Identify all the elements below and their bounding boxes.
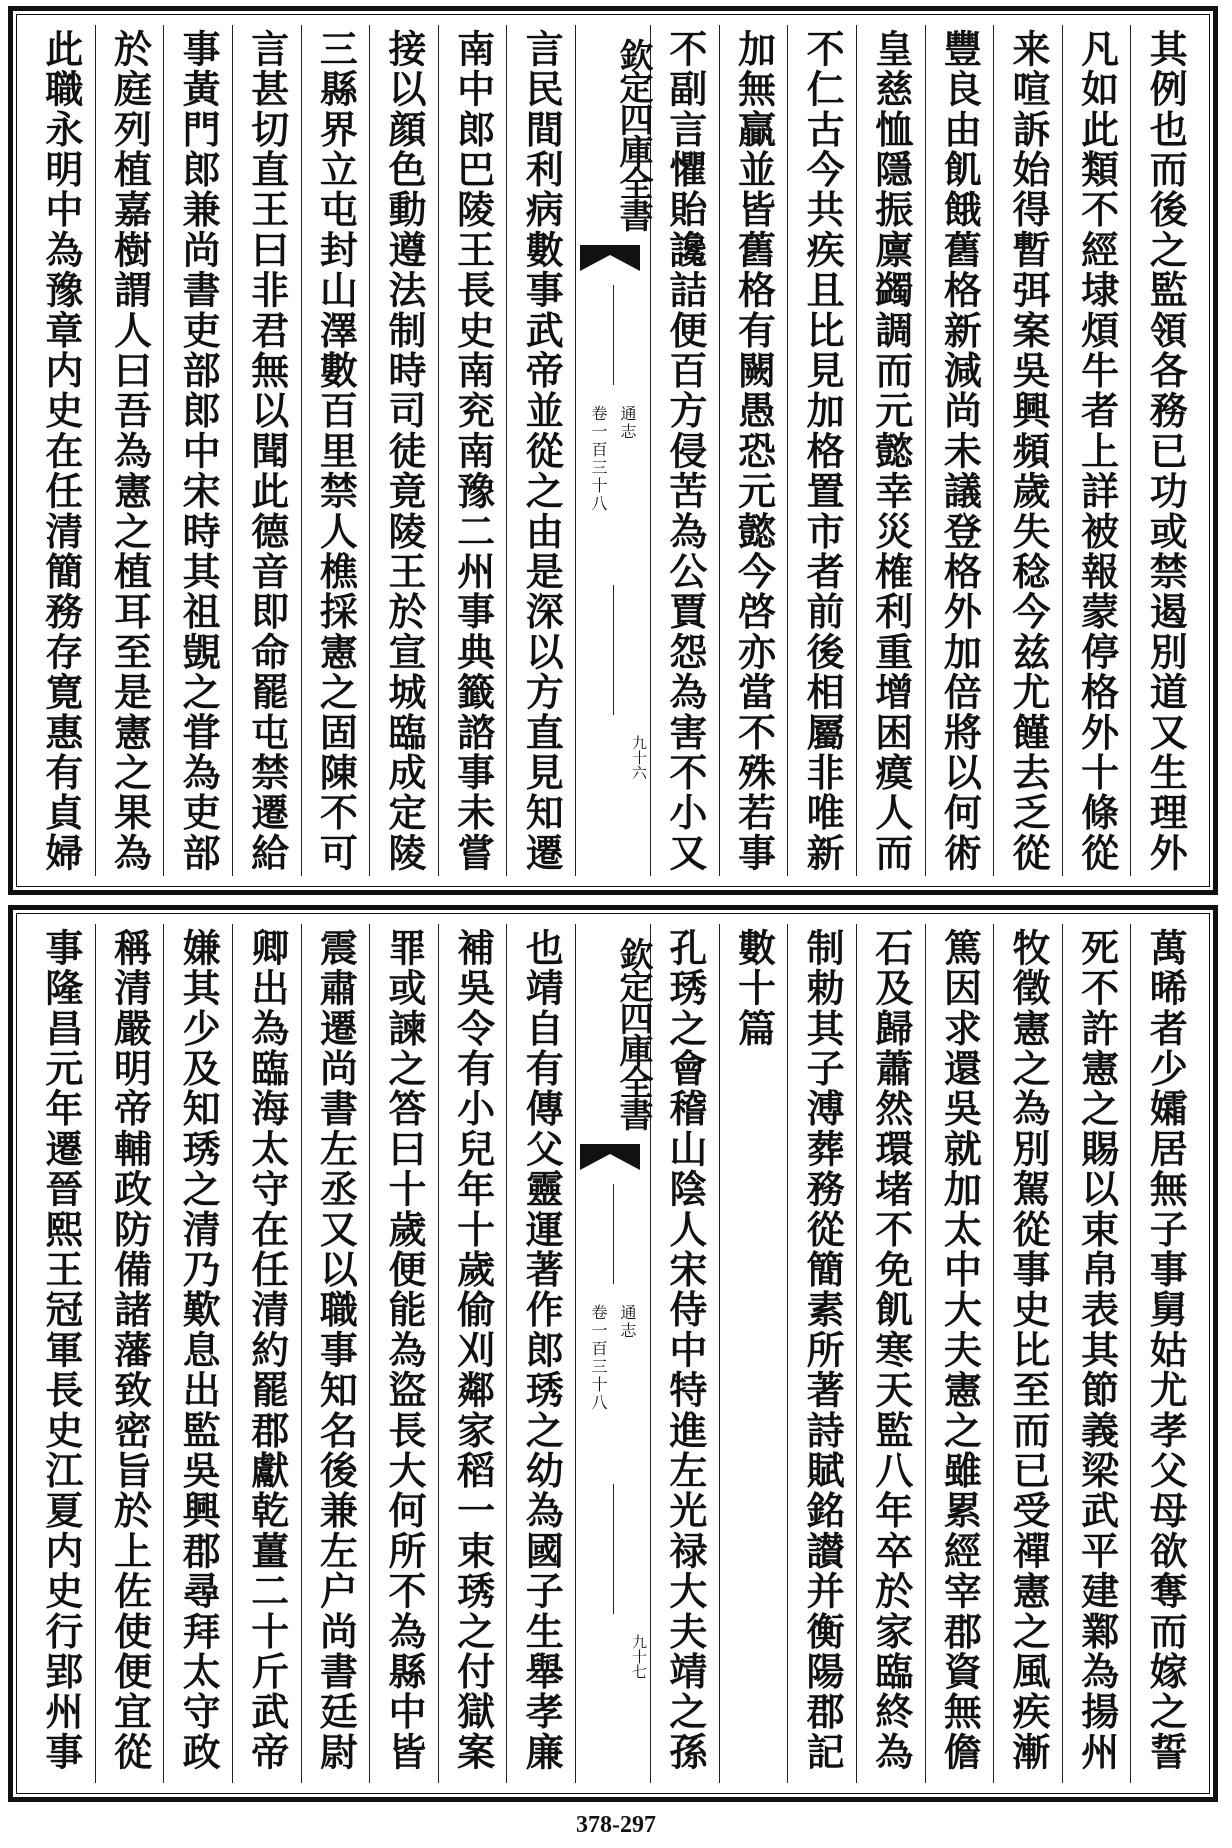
text-column [925,25,994,876]
column-text: 南中郎巴陵王長史南兖南豫二州事典籤諮事未嘗 [450,29,496,874]
column-text: 於庭列植嘉樹謂人曰吾為憲之植耳至是憲之果為 [107,29,153,874]
text-column [506,924,575,1783]
column-text: 孔琇之會稽山陰人宋侍中特進左光禄大夫靖之孫 [662,928,708,1773]
column-text: 罪或諫之答曰十歲便能為盜長大何所不為縣中皆 [381,928,427,1773]
page-top [8,6,1218,895]
column-text: 死不許憲之賜以束帛表其節義梁武平建鄴為揚州 [1074,928,1120,1773]
column-text: 制勅其子溥葬務從簡素所著詩賦銘讃并衡陽郡記 [800,928,846,1773]
text-column [301,924,370,1783]
column-text: 事隆昌元年遷晉熙王冠軍長史江夏内史行郢州事 [38,928,84,1773]
center-rule [613,1484,614,1614]
center-rule [613,585,614,715]
text-column [95,924,164,1783]
text-column [369,924,438,1783]
column-text: 言民間利病數事武帝並從之由是深以方直見知遷 [519,29,565,874]
work-name: 通志 [618,405,637,441]
text-column [232,25,301,876]
text-column [301,25,370,876]
column-text: 也靖自有傳父靈運著作郎琇之幼為國子生舉孝廉 [519,928,565,1773]
column-text: 事黃門郎兼尚書吏部郎中宋時其祖覬之甞為吏部 [176,29,222,874]
column-text: 三縣界立屯封山澤數百里禁人樵採憲之固陳不可 [313,29,359,874]
text-column [856,924,925,1783]
column-text: 凡如此類不經埭煩牛者上詳被報蒙停格外十條從 [1074,29,1120,874]
column-text: 石及歸蕭然環堵不免飢寒天監八年卒於家臨終為 [868,928,914,1773]
column-text: 震肅遷尚書左丞又以職事知名後兼左户尚書廷尉 [313,928,359,1773]
text-column [1062,25,1131,876]
chapter-info [576,1304,650,1412]
book-title: 欽定四庫全書 [613,38,653,230]
column-text: 不副言懼貽讒詰便百方侵苦為公賈怨為害不小又 [662,29,708,874]
column-text: 此職永明中為豫章内史在任清簡務存寛惠有貞婦 [38,29,84,874]
center-rule [613,285,614,385]
page-bottom [8,905,1218,1802]
text-column [1062,924,1131,1783]
column-text: 卿出為臨海太守在任清約罷郡獻乾薑二十斤武帝 [244,928,290,1773]
text-column [438,924,507,1783]
text-column [506,25,575,876]
column-text: 嫌其少及知琇之清乃歎息出監吳興郡尋拜太守政 [176,928,222,1773]
column-text: 来喧訴始得暫弭案吳興頻歲失稔今兹尤饉去乏從 [1005,29,1051,874]
text-column [95,25,164,876]
text-column [719,25,788,876]
column-text: 數十篇 [731,928,777,1049]
text-column [163,924,232,1783]
text-column [650,924,719,1783]
text-column [163,25,232,876]
text-column [925,924,994,1783]
page-number: 九十七 [630,1634,648,1679]
juan-number: 卷一百三十八 [589,1304,608,1412]
text-columns [27,25,1199,876]
page-number: 九十六 [630,735,648,780]
text-column [993,25,1062,876]
text-column [787,924,856,1783]
text-column [438,25,507,876]
work-name: 通志 [618,1304,637,1340]
fish-tail-mark [580,1144,640,1172]
text-column [232,924,301,1783]
text-column [856,25,925,876]
chapter-info [576,405,650,513]
column-text: 篤因求還吳就加太中大夫憲之雖累經宰郡資無儋 [937,928,983,1773]
center-fold-column [575,25,653,876]
text-column [27,25,95,876]
juan-number: 卷一百三十八 [589,405,608,513]
text-column [1130,924,1199,1783]
center-fold-column [575,924,653,1783]
column-text: 補吳令有小兒年十歲偷刈鄰家稻一束琇之付獄案 [450,928,496,1773]
column-text: 言甚切直王曰非君無以聞此德音即命罷屯禁遷給 [244,29,290,874]
text-column [650,25,719,876]
column-text: 其例也而後之監領各務已功或禁遏別道又生理外 [1143,29,1189,874]
column-text: 萬晞者少孀居無子事舅姑尤孝父母欲奪而嫁之誓 [1143,928,1189,1773]
center-rule [613,1184,614,1284]
text-column [993,924,1062,1783]
column-text: 皇慈恤隱振廪蠲調而元懿幸災榷利重增困瘼人而 [868,29,914,874]
column-text: 接以顔色動遵法制時司徒竟陵王於宣城臨成定陵 [381,29,427,874]
text-column [1130,25,1199,876]
page-identifier: 378-297 [576,1812,656,1838]
column-text: 豐良由飢餓舊格新減尚未議登格外加倍將以何術 [937,29,983,874]
column-text: 牧徵憲之為別駕從事史比至而已受禪憲之風疾漸 [1005,928,1051,1773]
column-text: 不仁古今共疾且比見加格置市者前後相屬非唯新 [800,29,846,874]
column-text: 稱清嚴明帝輔政防備諸藩致密旨於上佐使便宜從 [107,928,153,1773]
text-column [27,924,95,1783]
text-column [787,25,856,876]
text-columns [27,924,1199,1783]
text-column [369,25,438,876]
text-column [719,924,788,1783]
column-text: 加無贏並皆舊格有闕愚恐元懿今啓亦當不殊若事 [731,29,777,874]
fish-tail-mark [580,245,640,273]
book-title: 欽定四庫全書 [613,937,653,1129]
